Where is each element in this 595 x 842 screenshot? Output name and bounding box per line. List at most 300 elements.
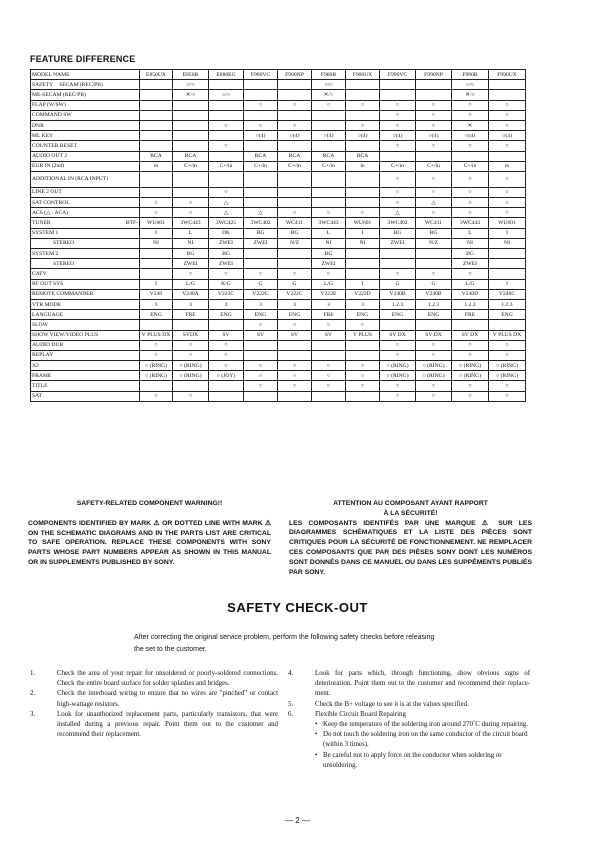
table-cell xyxy=(140,269,173,279)
table-cell xyxy=(140,90,173,100)
header-model: F990B xyxy=(452,70,489,80)
table-cell: ○(4) xyxy=(489,131,526,141)
item-number: 2. xyxy=(30,690,36,698)
table-cell: V240B xyxy=(416,289,452,299)
header-model: F900B xyxy=(312,70,346,80)
table-row xyxy=(31,131,526,141)
row-label: COUNTER RESET xyxy=(31,141,140,151)
table-row xyxy=(31,218,526,228)
table-cell: △ xyxy=(209,198,244,208)
checklist-item xyxy=(30,689,278,709)
table-cell: ○ xyxy=(346,361,380,371)
table-cell: ○ xyxy=(140,208,173,218)
table-cell xyxy=(278,350,312,360)
table-cell: ○ (RING) xyxy=(452,361,489,371)
item-number: 1. xyxy=(30,670,36,677)
table-row xyxy=(31,228,526,238)
table-cell: ○ xyxy=(489,350,526,360)
table-cell: 3WC402 xyxy=(380,218,416,228)
table-cell: ○ xyxy=(173,269,209,279)
table-cell xyxy=(173,320,209,330)
table-row xyxy=(31,310,526,320)
table-row xyxy=(31,371,526,381)
table-cell: ENG xyxy=(209,310,244,320)
table-cell: ○ (RING) xyxy=(489,371,526,381)
row-label: VTR MODE xyxy=(31,299,140,309)
table-cell: BG xyxy=(278,228,312,238)
table-cell: SV DX xyxy=(452,330,489,340)
table-cell: ○ xyxy=(489,120,526,130)
table-cell: ○ xyxy=(244,381,278,391)
table-cell: ○ (RING) xyxy=(173,371,209,381)
table-cell xyxy=(278,249,312,259)
table-cell: ○ xyxy=(140,350,173,360)
table-cell: ○ xyxy=(173,208,209,218)
table-cell: ○ xyxy=(312,208,346,218)
row-label: RF OUT SYS xyxy=(31,279,140,289)
table-row xyxy=(31,289,526,299)
header-model: F990UX xyxy=(489,70,526,80)
table-cell xyxy=(416,320,452,330)
table-cell xyxy=(416,151,452,161)
row-label: SAT CONTROL xyxy=(31,198,140,208)
table-cell: ○(4) xyxy=(380,131,416,141)
table-cell: ○/○ xyxy=(209,90,244,100)
sub-bullet-text: Be careful not to apply force on the conductor when soldering or unsoldering. xyxy=(323,751,502,769)
table-cell: ○ xyxy=(416,100,452,110)
table-row xyxy=(31,110,526,120)
table-cell: C+/in xyxy=(244,161,278,171)
table-cell xyxy=(452,320,489,330)
item-text: Look for unauthorized replacement parts, particularly transistors, that were installed during a previous repair. Point them out to the customer and recommend their replacement. xyxy=(57,710,278,739)
table-cell: BG xyxy=(173,249,209,259)
table-cell xyxy=(346,350,380,360)
table-cell xyxy=(489,249,526,259)
checklist-item xyxy=(288,700,530,710)
table-cell: 1.2.3 xyxy=(380,299,416,309)
sub-bullet-item xyxy=(315,730,530,750)
item-number: 6. xyxy=(288,710,294,718)
checklist-item xyxy=(288,669,530,700)
table-cell: ○ xyxy=(346,381,380,391)
table-cell xyxy=(380,151,416,161)
table-cell: ENG xyxy=(346,310,380,320)
table-header-row xyxy=(31,70,526,80)
table-cell xyxy=(312,187,346,197)
table-cell: 3WC443 xyxy=(452,218,489,228)
table-cell: FRE xyxy=(312,310,346,320)
table-cell: V PLUS DX xyxy=(489,330,526,340)
table-cell: ○ xyxy=(380,110,416,120)
table-cell: 1.2.3 xyxy=(416,299,452,309)
table-row xyxy=(31,208,526,218)
table-cell xyxy=(209,171,244,187)
table-cell xyxy=(244,391,278,401)
table-cell: ○ xyxy=(416,141,452,151)
warning-title-line1: ATTENTION AU COMPOSANT AYANT RAPPORT xyxy=(333,500,488,507)
row-label-secondary: SECAM (REC/PB) xyxy=(59,81,103,88)
table-cell: ○ xyxy=(244,120,278,130)
table-cell xyxy=(416,80,452,90)
table-cell: ○ xyxy=(209,340,244,350)
table-cell: ○ xyxy=(278,208,312,218)
table-cell: WC411 xyxy=(278,218,312,228)
table-cell xyxy=(140,110,173,120)
table-cell: ○ xyxy=(380,198,416,208)
table-cell xyxy=(489,259,526,269)
table-cell: in xyxy=(140,161,173,171)
table-cell: ○ xyxy=(416,120,452,130)
table-cell: ○(4) xyxy=(346,131,380,141)
table-cell xyxy=(244,80,278,90)
table-cell: ○ xyxy=(209,120,244,130)
table-cell: I xyxy=(489,228,526,238)
table-cell: L/G xyxy=(452,279,489,289)
table-cell xyxy=(209,100,244,110)
table-cell: 1.2.3 xyxy=(452,299,489,309)
table-cell: C+/in xyxy=(452,161,489,171)
table-cell: 3 xyxy=(140,299,173,309)
table-cell xyxy=(140,259,173,269)
table-cell xyxy=(346,80,380,90)
table-cell: ○ xyxy=(452,269,489,279)
table-row xyxy=(31,340,526,350)
table-cell: ○ xyxy=(209,141,244,151)
table-cell: FRE xyxy=(173,310,209,320)
table-cell xyxy=(312,171,346,187)
warning-body: LES COMPOSANTS IDENTIFÉS PAR UNE MARQUE ⚠ SUR LES DIAGRAMMES SCHÉMATIQUES ET LA LISTE DES PIÈCES SONT CRITIQUES POUR LA SÉCURITÉ DE FONCTIONNEMENT. NE REMPLACER CES COMPOSANTS QUE PAR DES PIÈSES SONY DONT LES NUMÉROS SONT DONNÉS DANS CE MANUEL OU DANS LES SUPPÉMENTS PUBLIÉS PAR SONY. xyxy=(289,519,532,576)
item-text: Flexible Circuit Board Repairing xyxy=(315,710,406,718)
table-cell xyxy=(244,141,278,151)
table-cell: ○ xyxy=(452,100,489,110)
table-cell: I xyxy=(489,279,526,289)
checklist-left-column xyxy=(30,669,278,740)
table-cell: G xyxy=(244,279,278,289)
table-cell: NI xyxy=(452,238,489,248)
warning-title: SAFETY-RELATED COMPONENT WARNING!! xyxy=(76,500,223,507)
table-cell: V223C xyxy=(209,289,244,299)
row-label: EUR IN (2nd) xyxy=(31,161,140,171)
header-model: E850UX xyxy=(140,70,173,80)
table-cell xyxy=(489,269,526,279)
table-cell xyxy=(346,259,380,269)
header-model: F990NP xyxy=(416,70,452,80)
table-row xyxy=(31,249,526,259)
table-cell xyxy=(244,350,278,360)
row-label: AUDIO OUT 2 xyxy=(31,151,140,161)
table-cell: SV xyxy=(312,330,346,340)
table-cell xyxy=(346,249,380,259)
row-label: DNR xyxy=(31,120,140,130)
table-row xyxy=(31,80,526,90)
table-cell: G xyxy=(416,279,452,289)
table-cell: ZWEI xyxy=(209,259,244,269)
table-cell: ○ xyxy=(416,171,452,187)
table-cell: ○/○ xyxy=(312,80,346,90)
feature-difference-table xyxy=(30,69,526,402)
table-cell: ✕/○ xyxy=(173,90,209,100)
row-label xyxy=(31,80,140,90)
table-cell: 3WC402 xyxy=(244,218,278,228)
table-cell xyxy=(140,120,173,130)
item-number: 5. xyxy=(288,700,294,708)
row-label: ADDITIONAL IN (RCA INPUT) xyxy=(31,171,140,187)
table-cell: L xyxy=(173,228,209,238)
table-cell: ○ xyxy=(278,381,312,391)
table-cell: ○ xyxy=(312,320,346,330)
table-cell: SVDX xyxy=(173,330,209,340)
table-cell xyxy=(209,110,244,120)
table-cell xyxy=(380,320,416,330)
table-cell: ○ xyxy=(278,320,312,330)
table-cell: ○ xyxy=(278,269,312,279)
table-cell: 3WC443 xyxy=(312,218,346,228)
table-cell: ○/○ xyxy=(452,80,489,90)
table-cell: ○ xyxy=(312,100,346,110)
table-cell xyxy=(173,110,209,120)
table-cell xyxy=(346,90,380,100)
table-cell: I xyxy=(140,279,173,289)
table-cell xyxy=(346,269,380,279)
table-cell: ○ xyxy=(346,208,380,218)
table-row xyxy=(31,320,526,330)
table-cell xyxy=(278,90,312,100)
table-cell xyxy=(380,80,416,90)
warning-body: COMPONENTS IDENTIFIED BY MARK ⚠ OR DOTTED LINE WITH MARK ⚠ ON THE SCHEMATIC DIAGRAMS AND IN THE PARTS LIST ARE CRITICAL TO SAFE OPERATION. REPLACE THESE COMPONENTS WITH SONY PARTS WHOSE PART NUMBERS APPEAR AS SHOWN IN THIS MANUAL OR IN SUPPLEMENTS PUBLISHED BY SONY. xyxy=(28,519,271,566)
table-cell: RCA xyxy=(244,151,278,161)
row-label: REPLAY xyxy=(31,350,140,360)
table-cell: ○ xyxy=(489,171,526,187)
table-cell: ○ xyxy=(278,100,312,110)
table-cell: ○ xyxy=(489,187,526,197)
table-cell: NI xyxy=(312,238,346,248)
table-cell: ○ xyxy=(209,350,244,360)
table-cell: K/G xyxy=(209,279,244,289)
table-cell: N/Z xyxy=(278,238,312,248)
row-label: STEREO xyxy=(31,238,140,248)
table-cell: ○(4) xyxy=(244,131,278,141)
table-cell: ○ xyxy=(380,391,416,401)
table-cell: ○ xyxy=(244,361,278,371)
table-cell: ○ xyxy=(278,371,312,381)
table-cell: ENG xyxy=(244,310,278,320)
table-cell: in xyxy=(489,161,526,171)
table-cell: I xyxy=(346,228,380,238)
table-cell xyxy=(312,120,346,130)
table-cell: ○ xyxy=(278,120,312,130)
table-cell: ○ xyxy=(244,320,278,330)
table-cell: G xyxy=(380,279,416,289)
checklist-right-column xyxy=(288,669,530,771)
table-cell xyxy=(346,187,380,197)
table-cell: ○ xyxy=(140,198,173,208)
table-cell: ○(4) xyxy=(312,131,346,141)
table-row xyxy=(31,90,526,100)
table-cell: C+/in xyxy=(278,161,312,171)
table-cell: V222C xyxy=(244,289,278,299)
table-cell xyxy=(278,187,312,197)
table-cell: ○ xyxy=(140,340,173,350)
table-cell: 3WC425 xyxy=(209,218,244,228)
table-cell xyxy=(140,80,173,90)
row-label: REMOTE COMMANDER xyxy=(31,289,140,299)
table-cell xyxy=(452,151,489,161)
table-cell: ○ xyxy=(380,141,416,151)
table-cell: ZWEI xyxy=(173,259,209,269)
table-cell: N/Z xyxy=(416,238,452,248)
table-cell: V240A xyxy=(173,289,209,299)
table-cell: C+/in xyxy=(416,161,452,171)
table-cell xyxy=(278,198,312,208)
table-cell: ZWEI xyxy=(209,238,244,248)
table-cell: ○(4) xyxy=(278,131,312,141)
table-cell: 1.2.3 xyxy=(489,299,526,309)
page-number: — 2 — xyxy=(285,816,310,825)
row-label: SLOW xyxy=(31,320,140,330)
table-cell: 3 xyxy=(346,299,380,309)
table-cell: SV DX xyxy=(416,330,452,340)
table-cell: ○(4) xyxy=(416,131,452,141)
table-cell: BG xyxy=(312,249,346,259)
row-label xyxy=(31,218,140,228)
header-model: F900UX xyxy=(346,70,380,80)
table-row xyxy=(31,361,526,371)
table-cell: WU601 xyxy=(489,218,526,228)
table-cell: 3WC443 xyxy=(173,218,209,228)
table-cell: SV xyxy=(278,330,312,340)
table-cell: ○ xyxy=(489,198,526,208)
table-cell: ENG xyxy=(416,310,452,320)
table-cell xyxy=(173,381,209,391)
table-cell: C+/in xyxy=(312,161,346,171)
table-cell xyxy=(312,198,346,208)
table-cell: ○ xyxy=(489,208,526,218)
item-text: Check the B+ voltage to see it is at the values specified. xyxy=(315,700,469,708)
row-label: SAT xyxy=(31,391,140,401)
table-cell: ○ xyxy=(346,320,380,330)
row-label: STEREO xyxy=(31,259,140,269)
item-number: 4. xyxy=(288,670,294,677)
table-cell xyxy=(346,340,380,350)
table-cell: ○ xyxy=(346,371,380,381)
table-cell: SV xyxy=(244,330,278,340)
row-label: ML KEY xyxy=(31,131,140,141)
table-cell: SV xyxy=(209,330,244,340)
table-cell: ○ xyxy=(209,361,244,371)
table-cell: ○ xyxy=(452,110,489,120)
table-cell xyxy=(312,141,346,151)
table-cell xyxy=(489,90,526,100)
table-cell xyxy=(346,110,380,120)
table-cell: BG xyxy=(244,228,278,238)
table-cell: ○ xyxy=(416,350,452,360)
table-cell xyxy=(140,171,173,187)
row-label: X2 xyxy=(31,361,140,371)
table-cell xyxy=(244,249,278,259)
checklist-item xyxy=(288,710,530,720)
table-cell: ○ xyxy=(173,391,209,401)
table-cell: V222E xyxy=(312,289,346,299)
table-cell: ✕ xyxy=(452,120,489,130)
table-cell xyxy=(312,110,346,120)
table-cell: ENG xyxy=(489,310,526,320)
row-label: ACS (△ : ACA) xyxy=(31,208,140,218)
table-cell xyxy=(312,391,346,401)
safety-warning-english xyxy=(28,499,271,568)
table-cell: BG xyxy=(380,228,416,238)
sub-bullet-item xyxy=(315,751,530,771)
table-row xyxy=(31,187,526,197)
table-cell: BG xyxy=(452,249,489,259)
row-label-main: SAFETY xyxy=(32,81,54,88)
table-cell xyxy=(416,259,452,269)
table-cell: ○ xyxy=(489,391,526,401)
table-cell xyxy=(140,100,173,110)
table-cell: ○ xyxy=(416,381,452,391)
bullet-icon: • xyxy=(315,721,318,729)
table-cell xyxy=(278,391,312,401)
table-cell xyxy=(244,259,278,269)
table-cell xyxy=(173,120,209,130)
table-cell: FRE xyxy=(452,310,489,320)
row-label: SYSTEM 2 xyxy=(31,249,140,259)
table-cell: V PLUS xyxy=(346,330,380,340)
table-row xyxy=(31,330,526,340)
row-label: ME-SECAM (REC/PB) xyxy=(31,90,140,100)
sub-bullet-text: Do not touch the soldering iron on the same conductor of the circuit board (within 3 times). xyxy=(323,731,528,749)
table-cell: ○/○ xyxy=(173,80,209,90)
table-cell: I xyxy=(140,228,173,238)
table-cell xyxy=(346,391,380,401)
header-model-name: MODEL NAME xyxy=(31,70,140,80)
table-row xyxy=(31,171,526,187)
table-cell xyxy=(140,187,173,197)
table-cell: WU601 xyxy=(346,218,380,228)
table-cell: ○ (RING) xyxy=(416,371,452,381)
table-cell: ZWEI xyxy=(452,259,489,269)
row-label: FRAME xyxy=(31,371,140,381)
table-cell xyxy=(244,340,278,350)
table-row xyxy=(31,391,526,401)
table-cell: ○ (RING) xyxy=(452,371,489,381)
item-text: Check the interboard wiring to ensure that no wires are "pinched" or contact high-wattage resistors. xyxy=(57,690,278,708)
table-cell: NI xyxy=(140,238,173,248)
table-row xyxy=(31,120,526,130)
table-row xyxy=(31,238,526,248)
table-cell xyxy=(346,141,380,151)
table-cell: ○ xyxy=(416,187,452,197)
table-cell: ZWEI xyxy=(244,238,278,248)
table-cell: RCA xyxy=(140,151,173,161)
row-label: LINE 2 OUT xyxy=(31,187,140,197)
table-cell xyxy=(173,141,209,151)
table-cell: ○ xyxy=(312,371,346,381)
table-cell: ○ xyxy=(452,340,489,350)
table-cell: 3 xyxy=(173,299,209,309)
safety-checkout-intro: After correcting the original service problem, perform the following safety checks before releasing the set to the customer. xyxy=(134,634,435,653)
row-label-main: TUNER xyxy=(32,220,51,227)
table-cell: ○ xyxy=(209,269,244,279)
table-cell xyxy=(173,171,209,187)
row-label: SYSTEM 1 xyxy=(31,228,140,238)
row-label: AUDIO DUB xyxy=(31,340,140,350)
table-cell xyxy=(312,340,346,350)
table-cell xyxy=(380,90,416,100)
table-cell: WU601 xyxy=(140,218,173,228)
table-row xyxy=(31,100,526,110)
table-row xyxy=(31,381,526,391)
table-cell xyxy=(209,381,244,391)
